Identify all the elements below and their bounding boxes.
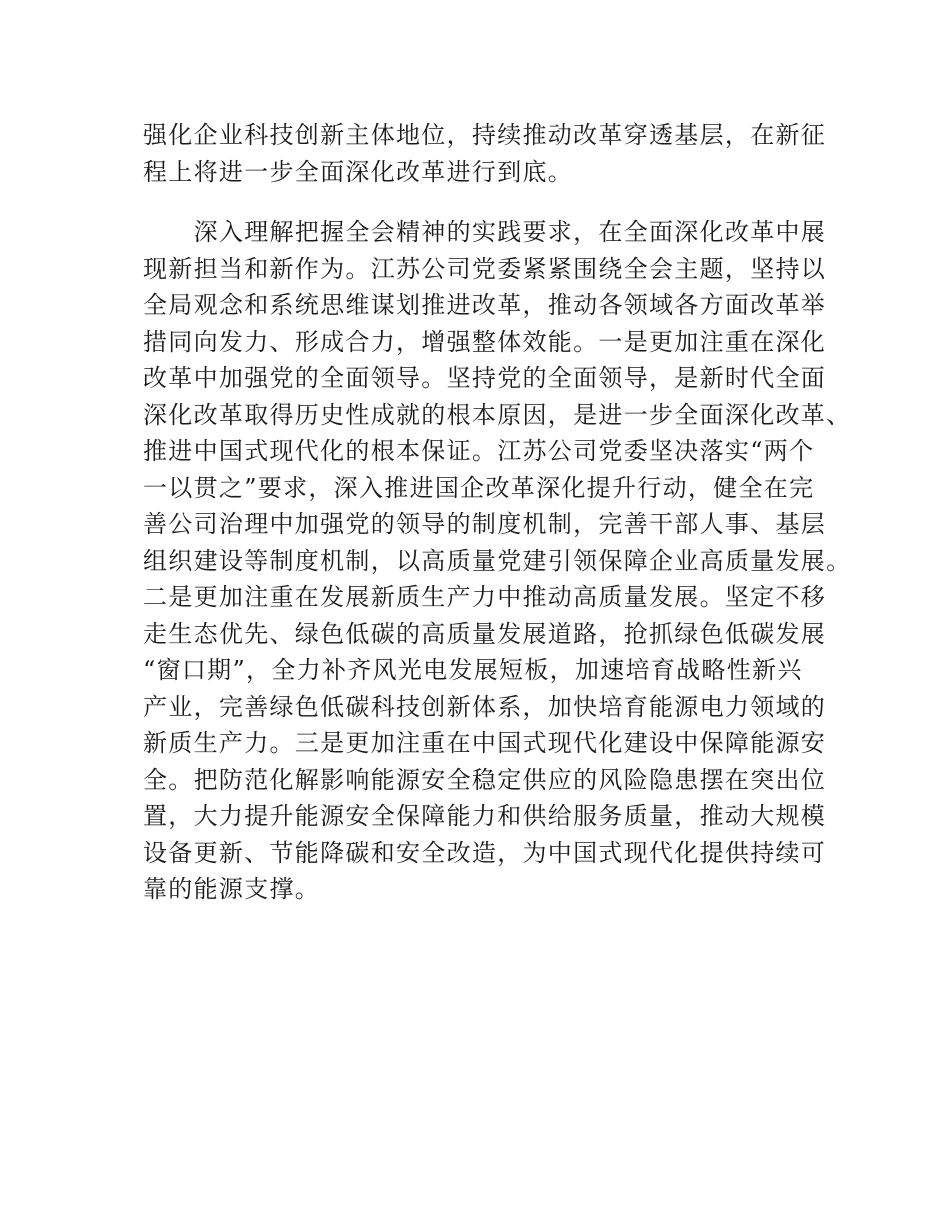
- paragraph-line: 深入理解把握全会精神的实践要求，在全面深化改革中展: [143, 218, 827, 246]
- paragraph-line: 一以贯之”要求，深入推进国企改革深化提升行动，健全在完: [143, 473, 815, 502]
- paragraph-1: [143, 117, 827, 190]
- paragraph-2: [143, 214, 852, 908]
- paragraph-line: 置，大力提升能源安全保障能力和供给服务质量，推动大规模: [143, 802, 827, 830]
- paragraph-line: 走生态优先、绿色低碳的高质量发展道路，抢抓绿色低碳发展: [143, 619, 827, 648]
- paragraph-line: 二是更加注重在发展新质生产力中推动高质量发展。坚定不移: [143, 583, 827, 611]
- paragraph-line: 善公司治理中加强党的领导的制度机制，完善干部人事、基层: [143, 510, 827, 538]
- paragraph-line: 强化企业科技创新主体地位，持续推动改革穿透基层，在新征: [143, 121, 827, 149]
- paragraph-line: “窗口期”，全力补齐风光电发展短板，加速培育战略性新兴: [143, 656, 803, 684]
- paragraph-line: 全局观念和系统思维谋划推进改革，推动各领域各方面改革举: [143, 291, 827, 319]
- paragraph-line: 全。把防范化解影响能源安全稳定供应的风险隐患摆在突出位: [143, 765, 827, 794]
- paragraph-line: 组织建设等制度机制，以高质量党建引领保障企业高质量发展。: [143, 546, 852, 575]
- paragraph-line: 改革中加强党的全面领导。坚持党的全面领导，是新时代全面: [143, 364, 827, 392]
- paragraph-line: 推进中国式现代化的根本保证。江苏公司党委坚决落实“两个: [143, 437, 815, 465]
- paragraph-line: 程上将进一步全面深化改革进行到底。: [143, 157, 574, 186]
- paragraph-line: 设备更新、节能降碳和安全改造，为中国式现代化提供持续可: [143, 838, 827, 867]
- paragraph-line: 产业，完善绿色低碳科技创新体系，加快培育能源电力领域的: [143, 692, 827, 721]
- paragraph-line: 新质生产力。三是更加注重在中国式现代化建设中保障能源安: [143, 729, 827, 757]
- paragraph-line: 措同向发力、形成合力，增强整体效能。一是更加注重在深化: [143, 327, 827, 356]
- paragraph-line: 深化改革取得历史性成就的根本原因，是进一步全面深化改革、: [143, 400, 852, 429]
- paragraph-line: 现新担当和新作为。江苏公司党委紧紧围绕全会主题，坚持以: [143, 254, 827, 283]
- paragraph-line: 靠的能源支撑。: [143, 875, 321, 903]
